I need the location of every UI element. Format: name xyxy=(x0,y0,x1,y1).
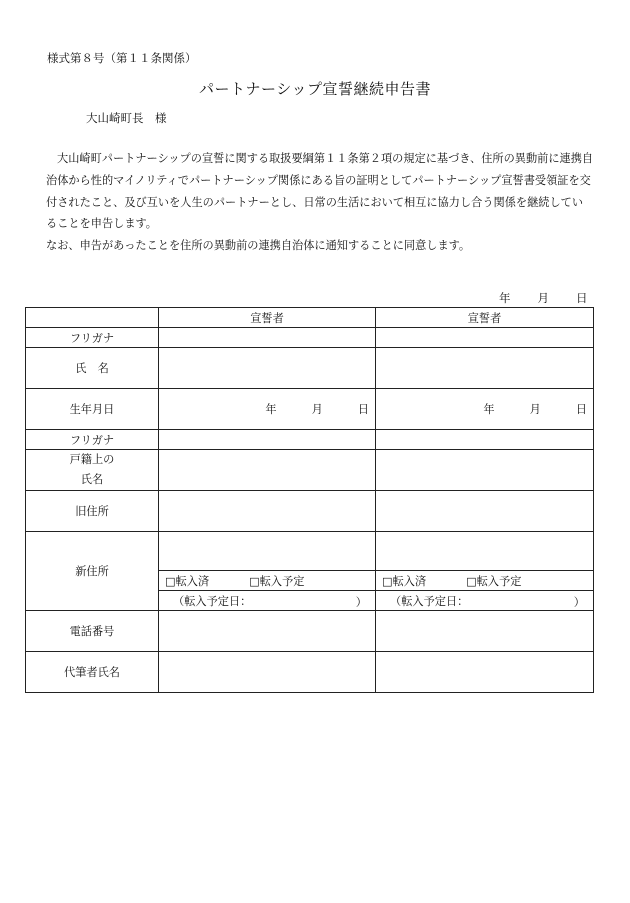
registry-furigana-field-1[interactable] xyxy=(159,430,376,450)
planned-date-field-2[interactable] xyxy=(376,591,594,611)
planned-date-label-2: （転入予定日： xyxy=(390,594,469,608)
proxy-field-2[interactable] xyxy=(376,652,594,693)
column-header-declarant-1: 宣誓者 xyxy=(159,308,376,328)
planned-date-label-1: （転入予定日： xyxy=(173,594,252,608)
table-row xyxy=(26,491,594,532)
label-birthdate: 生年月日 xyxy=(26,389,159,430)
submission-date[interactable] xyxy=(499,290,588,306)
phone-field-2[interactable] xyxy=(376,611,594,652)
birth-year-2: 年 xyxy=(483,403,495,416)
column-header-declarant-2: 宣誓者 xyxy=(376,308,594,328)
label-registry-name-line1: 戸籍上の xyxy=(69,453,115,466)
table-row xyxy=(26,611,594,652)
table-row xyxy=(26,532,594,571)
birth-year-1: 年 xyxy=(265,403,277,416)
declaration-text xyxy=(46,148,594,257)
proxy-field-1[interactable] xyxy=(159,652,376,693)
birthdate-field-1[interactable] xyxy=(159,389,376,430)
old-address-field-1[interactable] xyxy=(159,491,376,532)
planned-checkbox-2[interactable]: □転入予定 xyxy=(466,574,522,588)
planned-date-close-2: ） xyxy=(573,596,585,609)
addressee: 大山崎町長 様 xyxy=(86,111,167,125)
planned-date-close-1: ） xyxy=(355,596,367,609)
date-year: 年 xyxy=(499,291,511,305)
label-name: 氏 名 xyxy=(26,348,159,389)
table-row xyxy=(26,450,594,491)
declaration-paragraph-2: なお、申告があったことを住所の異動前の連携自治体に通知することに同意します。 xyxy=(46,239,471,253)
table-header-row xyxy=(26,308,594,328)
document-title: パートナーシップ宣誓継続申告書 xyxy=(199,80,431,98)
label-furigana: フリガナ xyxy=(26,328,159,348)
table-row xyxy=(26,328,594,348)
furigana-field-2[interactable] xyxy=(376,328,594,348)
table-row xyxy=(26,430,594,450)
new-address-field-2[interactable] xyxy=(376,532,594,571)
birth-month-2: 月 xyxy=(529,403,541,416)
label-new-address: 新住所 xyxy=(26,532,159,611)
name-field-1[interactable] xyxy=(159,348,376,389)
birth-month-1: 月 xyxy=(311,403,323,416)
date-month: 月 xyxy=(537,291,549,305)
birth-day-1: 日 xyxy=(357,403,369,416)
moved-in-checkbox-2[interactable]: □転入済 xyxy=(382,574,427,588)
planned-checkbox-1[interactable]: □転入予定 xyxy=(249,574,305,588)
label-old-address: 旧住所 xyxy=(26,491,159,532)
furigana-field-1[interactable] xyxy=(159,328,376,348)
declaration-table xyxy=(25,307,594,693)
date-day: 日 xyxy=(576,291,588,305)
registry-furigana-field-2[interactable] xyxy=(376,430,594,450)
move-status-2 xyxy=(376,571,594,591)
label-registry-name-line2: 氏名 xyxy=(80,473,104,486)
birthdate-field-2[interactable] xyxy=(376,389,594,430)
planned-date-field-1[interactable] xyxy=(159,591,376,611)
old-address-field-2[interactable] xyxy=(376,491,594,532)
form-number: 様式第８号（第１１条関係） xyxy=(47,51,197,65)
label-phone: 電話番号 xyxy=(26,611,159,652)
registry-name-field-1[interactable] xyxy=(159,450,376,491)
header-blank xyxy=(26,308,159,328)
name-field-2[interactable] xyxy=(376,348,594,389)
birth-day-2: 日 xyxy=(575,403,587,416)
table-row xyxy=(26,348,594,389)
declaration-paragraph-1: 大山崎町パートナーシップの宣誓に関する取扱要綱第１１条第２項の規定に基づき、住所の異動前に連携自治体から性的マイノリティでパートナーシップ関係にある旨の証明としてパートナーシップ宣誓書受領証を交付されたこと、及び互いを人生のパートナーとし、日常の生活において相互に協力し合う関係を継続していることを申告します。 xyxy=(46,152,594,231)
new-address-field-1[interactable] xyxy=(159,532,376,571)
label-registry-name xyxy=(26,450,159,491)
table-row xyxy=(26,652,594,693)
label-furigana-2: フリガナ xyxy=(26,430,159,450)
table-row xyxy=(26,389,594,430)
moved-in-checkbox-1[interactable]: □転入済 xyxy=(165,574,210,588)
phone-field-1[interactable] xyxy=(159,611,376,652)
registry-name-field-2[interactable] xyxy=(376,450,594,491)
move-status-1 xyxy=(159,571,376,591)
label-proxy: 代筆者氏名 xyxy=(26,652,159,693)
